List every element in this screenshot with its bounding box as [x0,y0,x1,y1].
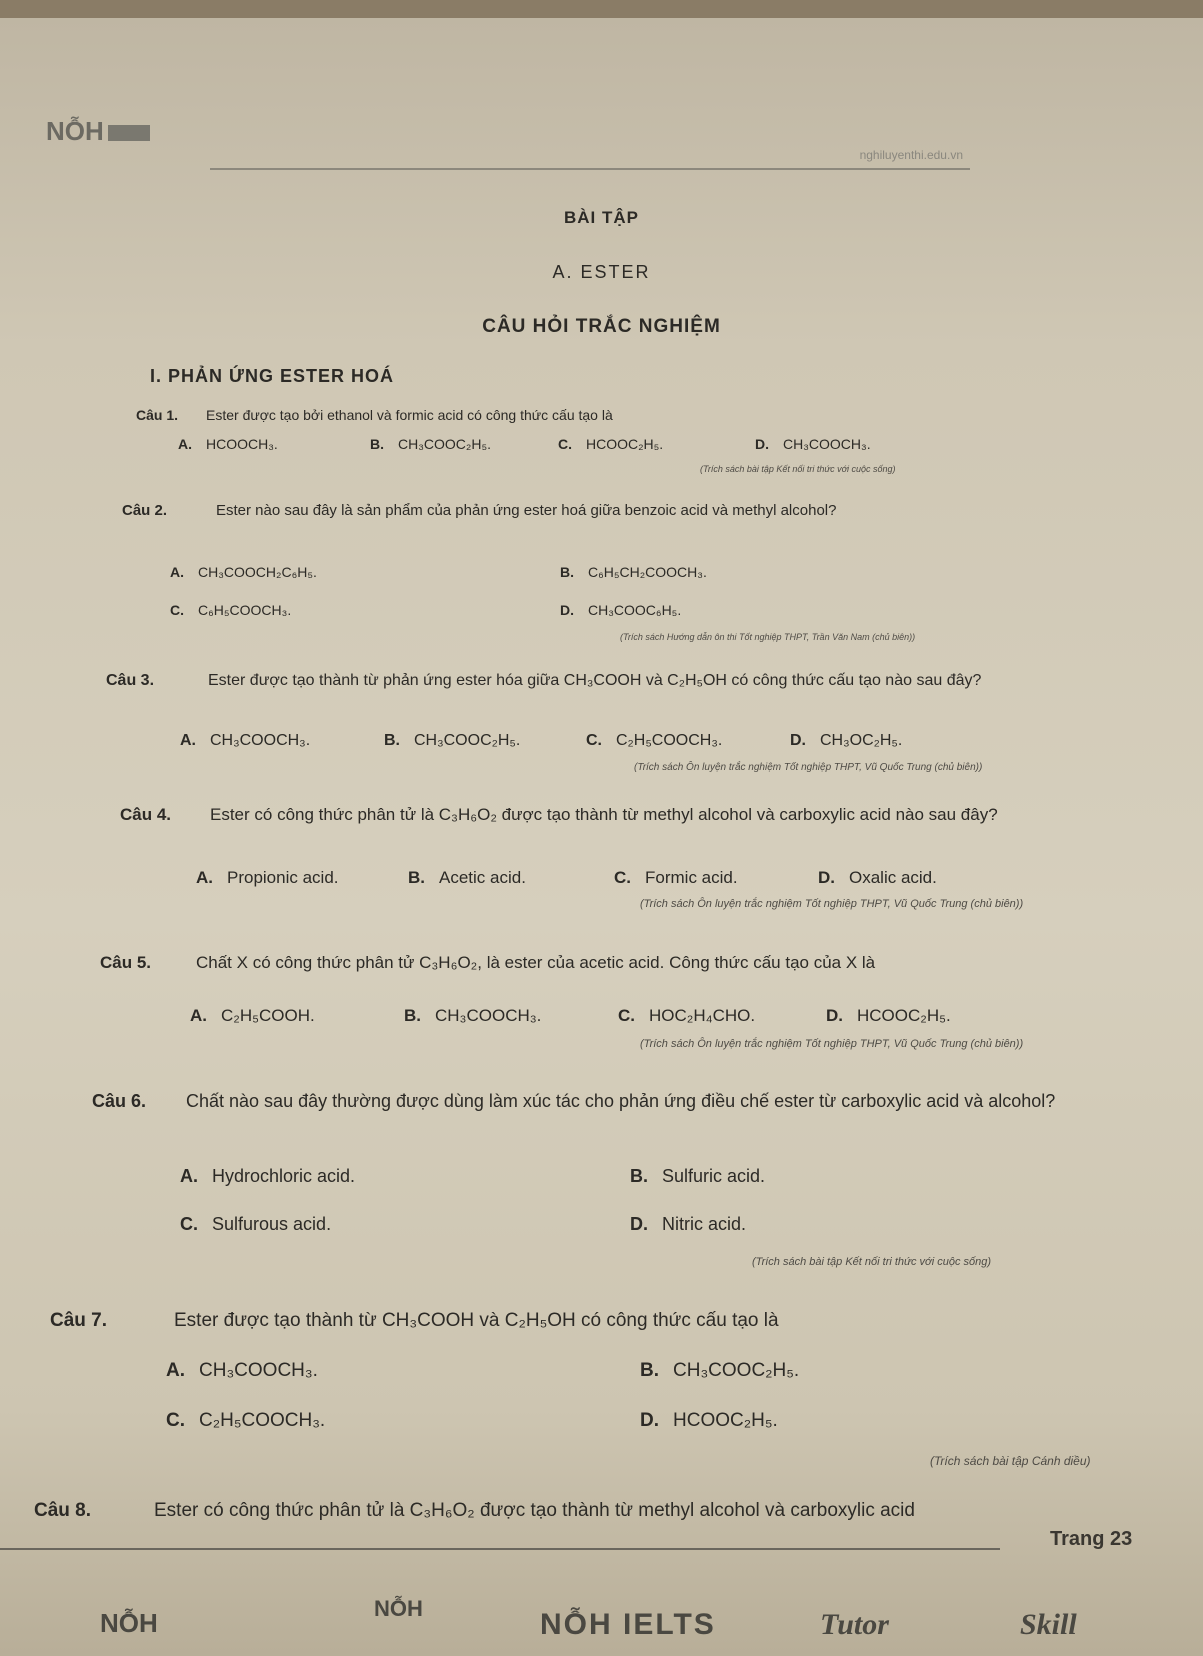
q4-option-a: A. Propionic acid. [196,868,339,887]
q3-option-c: C. C₂H₅COOCH₃. [586,732,723,749]
q6-option-d: D. Nitric acid. [630,1214,747,1234]
q4-option-c: C. Formic acid. [614,868,738,887]
title-bai-tap: BÀI TẬP [564,208,639,227]
q5-option-c: C. HOC₂H₄CHO. [618,1006,756,1025]
q2-option-d: D. CH₃COOC₆H₅. [560,602,682,618]
q3-option-d: D. CH₃OC₂H₅. [790,732,903,749]
question-1: Câu 1. Ester được tạo bởi ethanol và formic acid có công thức cấu tạo là [136,407,613,423]
q3-option-a: A. CH₃COOCH₃. [180,732,311,749]
q7-option-a: A. CH₃COOCH₃. [166,1360,318,1381]
question-3: Câu 3. Ester được tạo thành từ phản ứng ester hóa giữa CH₃COOH và C₂H₅OH có công thức cấu tạo nào sau đây? [106,672,982,689]
title-section-a: A. ESTER [552,262,651,282]
q1-option-b: B. CH₃COOC₂H₅. [370,436,491,452]
footer-divider [0,1548,1000,1550]
question-6: Câu 6. Chất nào sau đây thường được dùng làm xúc tác cho phản ứng điều chế ester từ carboxylic acid và alcohol? [92,1091,1056,1111]
q2-option-b: B. C₆H₅CH₂COOCH₃. [560,564,707,580]
question-7: Câu 7. Ester được tạo thành từ CH₃COOH và C₂H₅OH có công thức cấu tạo là [50,1310,779,1331]
q5-option-a: A. C₂H₅COOH. [190,1006,315,1025]
q2-source: (Trích sách Hướng dẫn ôn thi Tốt nghiệp THPT, Trần Văn Nam (chủ biên)) [620,632,916,642]
q5-source: (Trích sách Ôn luyện trắc nghiệm Tốt nghiệp THPT, Vũ Quốc Trung (chủ biên)) [640,1038,1024,1050]
footer-brand-1: NỖH [100,1608,158,1638]
question-4: Câu 4. Ester có công thức phân tử là C₃H₆O₂ được tạo thành từ methyl alcohol và carboxylic acid nào sau đây? [120,805,998,824]
title-part-1: I. PHẢN ỨNG ESTER HOÁ [150,366,394,386]
q2-option-c: C. C₆H₅COOCH₃. [170,602,292,618]
q6-source: (Trích sách bài tập Kết nối tri thức với cuộc sống) [752,1256,992,1268]
q7-option-d: D. HCOOC₂H₅. [640,1410,778,1431]
document-page [0,18,1203,1656]
logo-tag [108,125,150,141]
footer-brand-3: NỖH IELTS [540,1608,716,1641]
q1-option-a: A. HCOOCH₃. [178,436,278,452]
q4-option-d: D. Oxalic acid. [818,868,937,887]
footer-brand-4: Tutor [820,1608,889,1641]
footer-brand-5: Skill [1020,1608,1077,1641]
q1-option-c: C. HCOOC₂H₅. [558,436,664,452]
q1-option-d: D. CH₃COOCH₃. [755,436,871,452]
q7-source: (Trích sách bài tập Cánh diều) [930,1454,1091,1468]
q2-option-a: A. CH₃COOCH₂C₆H₅. [170,564,317,580]
title-cau-hoi: CÂU HỎI TRẮC NGHIỆM [482,316,721,337]
q4-option-b: B. Acetic acid. [408,868,526,887]
page-number: Trang 23 [1050,1528,1133,1550]
q5-option-b: B. CH₃COOCH₃. [404,1006,542,1025]
q7-option-c: C. C₂H₅COOCH₃. [166,1410,326,1431]
question-8: Câu 8. Ester có công thức phân tử là C₃H₆O₂ được tạo thành từ methyl alcohol và carboxylic acid [34,1500,915,1521]
question-5: Câu 5. Chất X có công thức phân tử C₃H₆O₂, là ester của acetic acid. Công thức cấu tạo của X là [100,953,876,972]
q6-option-a: A. Hydrochloric acid. [180,1166,356,1186]
question-2: Câu 2. Ester nào sau đây là sản phẩm của phản ứng ester hoá giữa benzoic acid và methyl alcohol? [122,502,837,519]
q3-option-b: B. CH₃COOC₂H₅. [384,732,521,749]
header-logo: NỖH [46,116,150,147]
footer-brand-2: NỖH [374,1596,423,1621]
header-divider [210,168,970,170]
q6-option-c: C. Sulfurous acid. [180,1214,332,1234]
header-url: nghiluyenthi.edu.vn [859,148,963,162]
q5-option-d: D. HCOOC₂H₅. [826,1006,951,1025]
q7-option-b: B. CH₃COOC₂H₅. [640,1360,800,1381]
q3-source: (Trích sách Ôn luyện trắc nghiệm Tốt nghiệp THPT, Vũ Quốc Trung (chủ biên)) [634,762,983,773]
q1-source: (Trích sách bài tập Kết nối tri thức với cuộc sống) [700,464,896,474]
q6-option-b: B. Sulfuric acid. [630,1166,766,1186]
q4-source: (Trích sách Ôn luyện trắc nghiệm Tốt nghiệp THPT, Vũ Quốc Trung (chủ biên)) [640,898,1024,910]
